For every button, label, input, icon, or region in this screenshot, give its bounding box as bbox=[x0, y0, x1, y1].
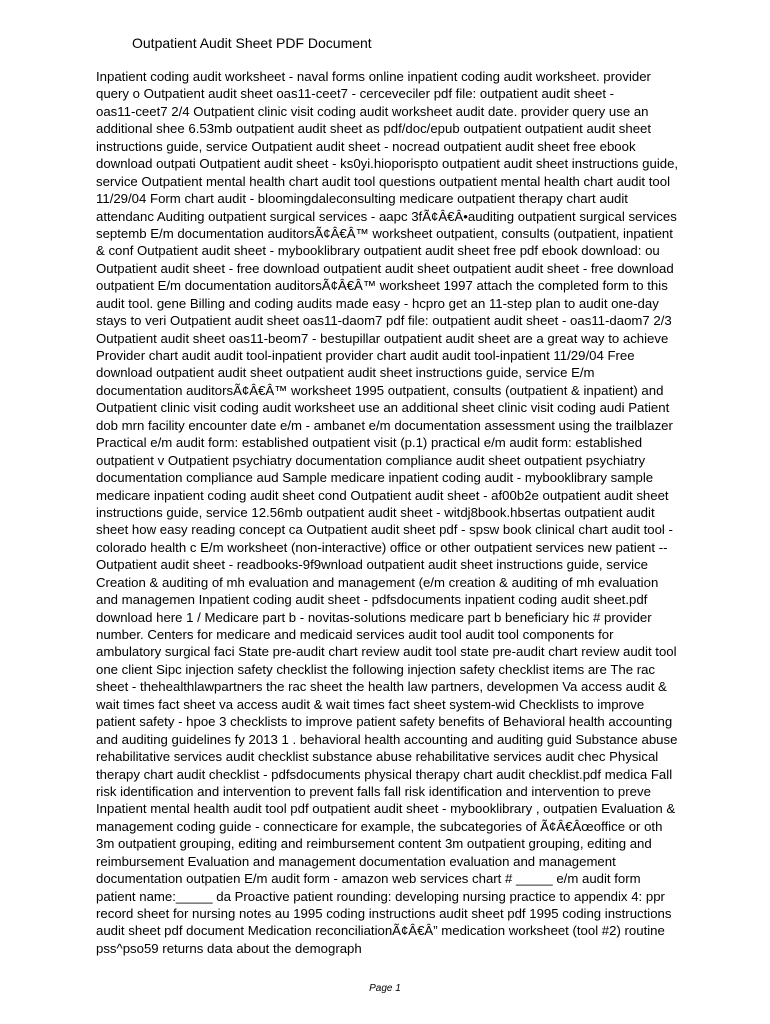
body-text-line: query o Outpatient audit sheet oas11-ceet7 - cerceveciler pdf file: outpatient audit sheet - bbox=[96, 86, 615, 102]
body-text-line: Provider chart audit audit tool-inpatient provider chart audit audit tool-inpatient 11/29/04 Free bbox=[96, 348, 635, 363]
body-text-line: patient safety - hpoe 3 checklists to improve patient safety benefits of Behavioral health accounting bbox=[96, 714, 673, 730]
body-text-line: sheet - thehealthlawpartners the rac sheet the health law partners, developmen Va access audit & bbox=[96, 679, 667, 695]
body-text-line: pss^pso59 returns data about the demograph bbox=[96, 940, 362, 956]
body-text-line: and managemen Inpatient coding audit sheet - pdfsdocuments inpatient coding audit sheet.pdf bbox=[96, 592, 648, 608]
body-text-line: colorado health c E/m worksheet (non-interactive) office or other outpatient services new patient -- bbox=[96, 539, 668, 555]
body-text-line: audit tool. gene Billing and coding audits made easy - hcpro get an 11-step plan to audit one-day bbox=[96, 295, 659, 311]
page-number: Page 1 bbox=[369, 983, 401, 994]
body-text-line: sheet how easy reading concept ca Outpatient audit sheet pdf - spsw book clinical chart audit tool - bbox=[96, 522, 673, 538]
body-text-line: additional shee 6.53mb outpatient audit sheet as pdf/doc/epub outpatient outpatient audit sheet bbox=[96, 121, 652, 137]
body-text-line: management coding guide - connecticare for example, the subcategories of Ã¢Â€Âœoffice or oth bbox=[96, 818, 663, 834]
body-text-line: documentation auditorsÃ¢Â€Â™ worksheet 1995 outpatient, consults (outpatient & inpatient) and bbox=[96, 382, 664, 398]
body-text-line: Inpatient coding audit worksheet - naval forms online inpatient coding audit worksheet. provider bbox=[96, 69, 651, 84]
body-text-line: risk identification and intervention to prevent falls fall risk identification and intervention to preve bbox=[96, 783, 651, 799]
body-text-line: download outpatient audit sheet outpatient audit sheet instructions guide, service E/m bbox=[96, 365, 595, 381]
body-text-line: Outpatient audit sheet - readbooks-9f9wnload outpatient audit sheet instructions guide, service bbox=[96, 557, 649, 573]
body-text-line: attendanc Auditing outpatient surgical services - aapc 3fÃ¢Â€Â•auditing outpatient surgical services bbox=[96, 208, 677, 224]
body-text-line: reimbursement Evaluation and management documentation evaluation and management bbox=[96, 853, 616, 869]
body-text-line: septemb E/m documentation auditorsÃ¢Â€Â™ worksheet outpatient, consults (outpatient, inpatient bbox=[96, 225, 673, 241]
body-text-line: Practical e/m audit form: established outpatient visit (p.1) practical e/m audit form: established bbox=[96, 435, 643, 451]
body-text-line: number. Centers for medicare and medicaid services audit tool audit tool components for bbox=[96, 627, 614, 642]
body-text-line: therapy chart audit checklist - pdfsdocuments physical therapy chart audit checklist.pdf medica Fall bbox=[96, 766, 673, 782]
body-text-line: patient name:_____ da Proactive patient rounding: developing nursing practice to appendix 4: ppr bbox=[96, 888, 665, 904]
body-text-line: wait times fact sheet va access audit & wait times fact sheet system-wid Checklists to improve bbox=[96, 696, 645, 712]
body-text-line: download outpati Outpatient audit sheet - ks0yi.hioporispto outpatient audit sheet instructions guide, bbox=[96, 156, 679, 172]
body-text-line: documentation outpatien E/m audit form - amazon web services chart # _____ e/m audit form bbox=[96, 871, 641, 887]
body-text-line: ambulatory surgical faci State pre-audit chart review audit tool state pre-audit chart review audit tool bbox=[96, 644, 677, 660]
page-title: Outpatient Audit Sheet PDF Document bbox=[132, 35, 372, 51]
body-text-line: documentation compliance aud Sample medicare inpatient coding audit - mybooklibrary sample bbox=[96, 470, 654, 486]
body-text-line: rehabilitative services audit checklist substance abuse rehabilitative services audit chec Physical bbox=[96, 749, 659, 765]
body-text-line: stays to veri Outpatient audit sheet oas11-daom7 pdf file: outpatient audit sheet - oas11-daom7 2/3 bbox=[96, 313, 672, 329]
body-text-line: Inpatient mental health audit tool pdf outpatient audit sheet - mybooklibrary , outpatien Evaluation & bbox=[96, 801, 676, 817]
body-text-line: service Outpatient mental health chart audit tool questions outpatient mental health chart audit tool bbox=[96, 173, 671, 189]
body-text-line: one client Sipc injection safety checklist the following injection safety checklist items are The rac bbox=[96, 661, 656, 677]
body-text-line: Creation & auditing of mh evaluation and management (e/m creation & auditing of mh evaluation bbox=[96, 574, 659, 590]
body-text-line: and auditing guidelines fy 2013 1 . behavioral health accounting and auditing guid Substance abuse bbox=[96, 731, 678, 747]
body-text-line: & conf Outpatient audit sheet - mybooklibrary outpatient audit sheet free pdf ebook download: ou bbox=[96, 243, 660, 259]
document-body bbox=[96, 68, 736, 957]
body-text-line: audit sheet pdf document Medication reconciliationÃ¢Â€Â” medication worksheet (tool #2) routine bbox=[96, 923, 665, 939]
body-text-line: instructions guide, service 12.56mb outpatient audit sheet - witdj8book.hbsertas outpatient audit bbox=[96, 504, 655, 520]
body-text-line: 3m outpatient grouping, editing and reimbursement content 3m outpatient grouping, editing and bbox=[96, 836, 652, 852]
body-text-line: medicare inpatient coding audit sheet cond Outpatient audit sheet - af00b2e outpatient audit sheet bbox=[96, 487, 669, 503]
body-text-line: record sheet for nursing notes au 1995 coding instructions audit sheet pdf 1995 coding instructions bbox=[96, 906, 672, 921]
body-text-line: dob mrn facility encounter date e/m - ambanet e/m documentation assessment using the trailblazer bbox=[96, 417, 673, 433]
body-text-line: Outpatient audit sheet - free download outpatient audit sheet outpatient audit sheet - free download bbox=[96, 260, 674, 276]
body-text-line: outpatient E/m documentation auditorsÃ¢Â€Â™ worksheet 1997 attach the completed form to this bbox=[96, 278, 668, 294]
body-text-line: oas11-ceet7 2/4 Outpatient clinic visit coding audit worksheet audit date. provider query use an bbox=[96, 103, 649, 119]
body-text-line: instructions guide, service Outpatient audit sheet - nocread outpatient audit sheet free ebook bbox=[96, 138, 636, 154]
body-text-line: Outpatient clinic visit coding audit worksheet use an additional sheet clinic visit coding audi Patient bbox=[96, 400, 670, 416]
body-text-line: download here 1 / Medicare part b - novitas-solutions medicare part b beneficiary hic # provider bbox=[96, 609, 652, 625]
body-text-line: outpatient v Outpatient psychiatry documentation compliance audit sheet outpatient psychiatry bbox=[96, 452, 646, 468]
body-text-line: Outpatient audit sheet oas11-beom7 - bestupillar outpatient audit sheet are a great way to achieve bbox=[96, 330, 669, 346]
body-text-line: 11/29/04 Form chart audit - bloomingdaleconsulting medicare outpatient therapy chart audit bbox=[96, 191, 628, 207]
